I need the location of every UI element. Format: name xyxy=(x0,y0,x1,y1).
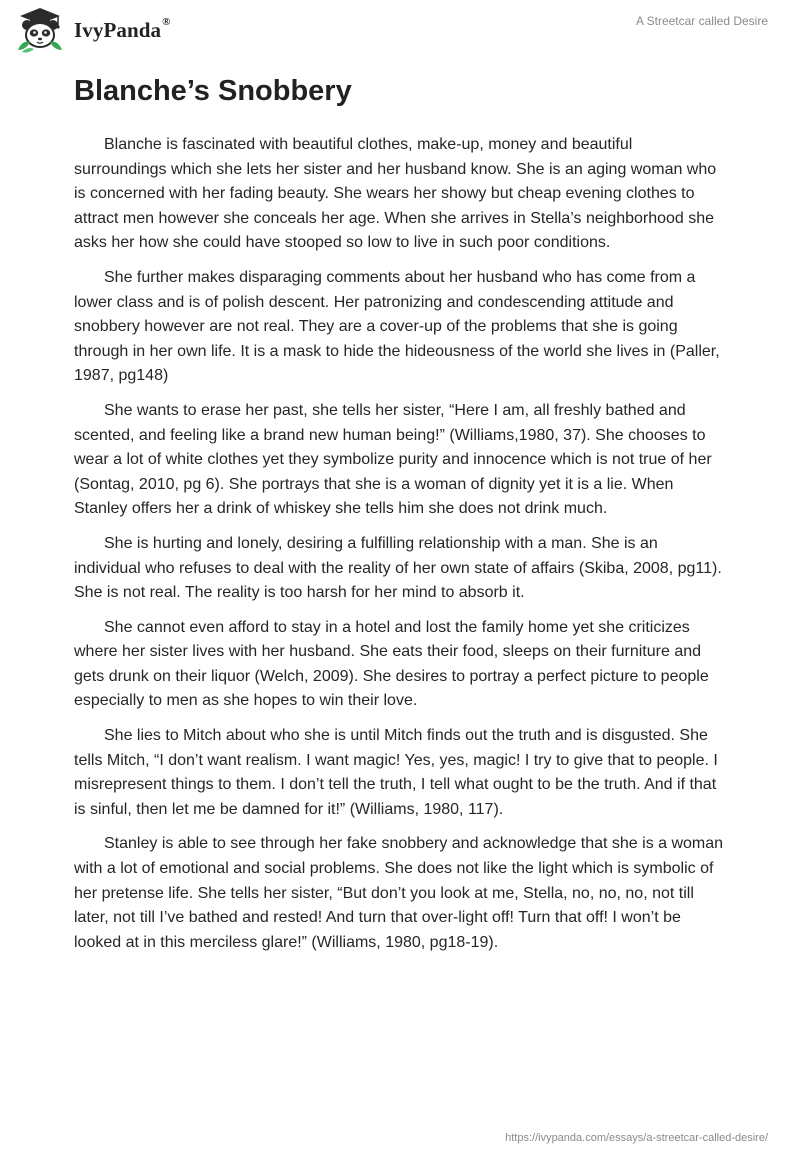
registered-mark: ® xyxy=(162,15,171,28)
article-body xyxy=(74,133,728,965)
article-title: Blanche’s Snobbery xyxy=(74,75,352,107)
logo-text: IvyPanda xyxy=(74,17,162,42)
paragraph: Stanley is able to see through her fake snobbery and acknowledge that she is a woman with a lot of emotional and social problems. She does not like the light which is symbolic of her pretense life. She tells her sister, “But don’t you look at me, Stella, no, no, no, not till later, not till I’ve bathed and rested! And turn that over-light off! Turn that off! I won’t be looked at in this merciless glare!” (Williams, 1980, pg18-19). xyxy=(74,835,724,951)
paragraph: She wants to erase her past, she tells her sister, “Here I am, all freshly bathed and scented, and feeling like a brand new human being!” (Williams,1980, 37). She chooses to wear a lot of white clothes yet they symbolize purity and innocence which is not true of her (Sontag, 2010, pg 6). She portrays that she is a woman of dignity yet it is a lie. When Stanley offers her a drink of whiskey she tells him she does not drink much. xyxy=(74,401,712,518)
source-url-link[interactable]: https://ivypanda.com/essays/a-streetcar-called-desire/ xyxy=(505,1132,768,1144)
panda-graduate-icon xyxy=(14,6,66,54)
header-page-label: A Streetcar called Desire xyxy=(635,14,768,28)
paragraph: She is hurting and lonely, desiring a fulfilling relationship with a man. She is an individual who refuses to deal with the reality of her own state of affairs (Skiba, 2008, pg11). She is not real. The reality is too harsh for her mind to absorb it. xyxy=(74,534,722,602)
paragraph: She lies to Mitch about who she is until Mitch finds out the truth and is disgusted. She tells Mitch, “I don’t want realism. I want magic! Yes, yes, magic! I try to give that to people. I misrepresent things to them. I don’t tell the truth, I tell what ought to be the truth. And if that is sinful, then let me be damned for it!” (Williams, 1980, 117). xyxy=(74,727,718,818)
logo-wordmark xyxy=(74,15,171,43)
ivypanda-logo[interactable] xyxy=(14,6,171,54)
paragraph: She cannot even afford to stay in a hotel and lost the family home yet she criticizes where her sister lives with her husband. She eats their food, sleeps on their furniture and gets drunk on their liquor (Welch, 2009). She desires to portray a perfect picture to people especially to men as she hopes to win their love. xyxy=(74,618,709,710)
page-header xyxy=(0,0,800,60)
paragraph: Blanche is fascinated with beautiful clothes, make-up, money and beautiful surroundings which she lets her sister and her husband know. She is an aging woman who is concerned with her fading beauty. She wears her showy but cheap evening clothes to attract men however she conceals her age. When she arrives in Stella’s neighborhood she asks her how she could have stooped so low to live in such poor conditions. xyxy=(74,136,717,252)
paragraph: She further makes disparaging comments about her husband who has come from a lower class and is of polish descent. Her patronizing and condescending attitude and snobbery however are not real. They are a cover-up of the problems that she is going through in her own life. It is a mask to hide the hideousness of the world she lives in (Paller, 1987, pg148) xyxy=(74,268,720,385)
